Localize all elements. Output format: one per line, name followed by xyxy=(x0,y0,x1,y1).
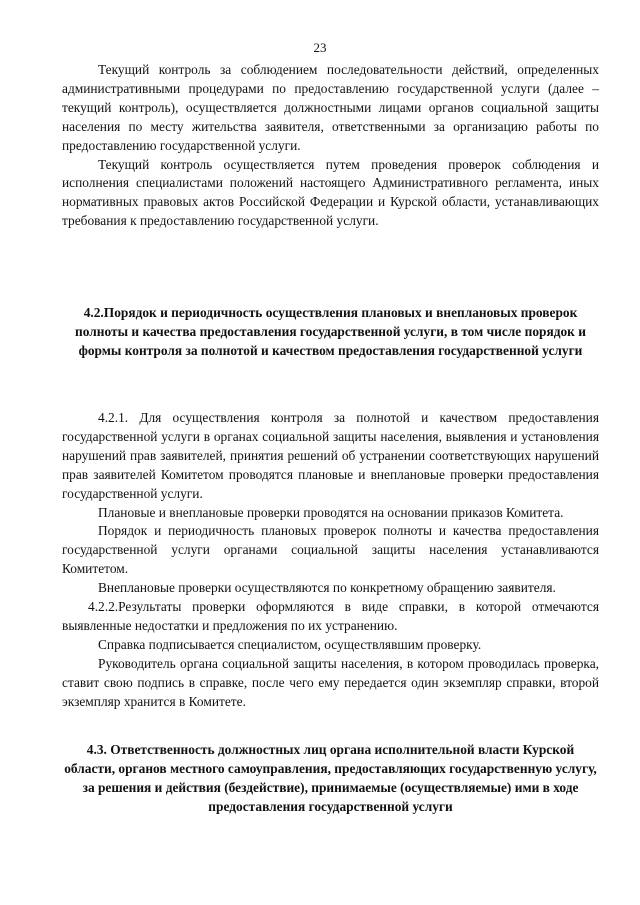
intro-section xyxy=(62,61,599,231)
paragraph: 4.2.1. Для осуществления контроля за полнотой и качеством предоставления государственной услуги в органах социальной защиты населения, выявления и установления нарушений прав заявителей, принятия решений об устранении соответствующих нарушений прав заявителей Комитетом проводятся плановые и внеплановые проверки предоставления государственной услуги. xyxy=(62,410,599,501)
paragraph: Руководитель органа социальной защиты населения, в котором проводилась проверка, ставит свою подпись в справке, после чего ему передается один экземпляр справки, второй экземпляр хранится в Комитете. xyxy=(62,655,599,709)
paragraph: Текущий контроль за соблюдением последовательности действий, определенных административными процедурами по предоставлению государственной услуги (далее – текущий контроль), осуществляется должностными лицами органов социальной защиты населения по месту жительства заявителя, ответственными за организацию работы по предоставлению государственной услуги. xyxy=(62,62,599,153)
paragraph: Текущий контроль осуществляется путем проведения проверок соблюдения и исполнения специалистами положений настоящего Административного регламента, иных нормативных правовых актов Российской Федерации и Курской области, устанавливающих требования к предоставлению государственной услуги. xyxy=(62,156,599,229)
section-heading: 4.2.Порядок и периодичность осуществления плановых и внеплановых проверок полноты и качества предоставления государственной услуги, в том числе порядок и формы контроля за полнотой и качеством предоставления государственной услуги xyxy=(75,305,586,358)
section-heading: 4.3. Ответственность должностных лиц органа исполнительной власти Курской области, органов местного самоуправления, предоставляющих государственную услугу, за решения и действия (бездействие), принимаемые (осуществляемые) ими в ходе предоставления государственной услуги xyxy=(64,742,597,814)
section-4-2-heading-block xyxy=(62,304,599,361)
paragraph: Справка подписывается специалистом, осуществлявшим проверку. xyxy=(98,636,482,652)
section-4-3-heading-block xyxy=(62,741,599,817)
section-4-2-body xyxy=(62,409,599,712)
paragraph: Плановые и внеплановые проверки проводятся на основании приказов Комитета. xyxy=(98,504,564,520)
paragraph: Внеплановые проверки осуществляются по конкретному обращению заявителя. xyxy=(98,580,556,596)
paragraph: Порядок и периодичность плановых проверок полноты и качества предоставления государственной услуги органами социальной защиты населения устанавливаются Комитетом. xyxy=(62,523,599,577)
page-number: 23 xyxy=(313,40,327,55)
paragraph: 4.2.2.Результаты проверки оформляются в виде справки, в которой отмечаются выявленные недостатки и предложения по их устранению. xyxy=(62,599,599,633)
